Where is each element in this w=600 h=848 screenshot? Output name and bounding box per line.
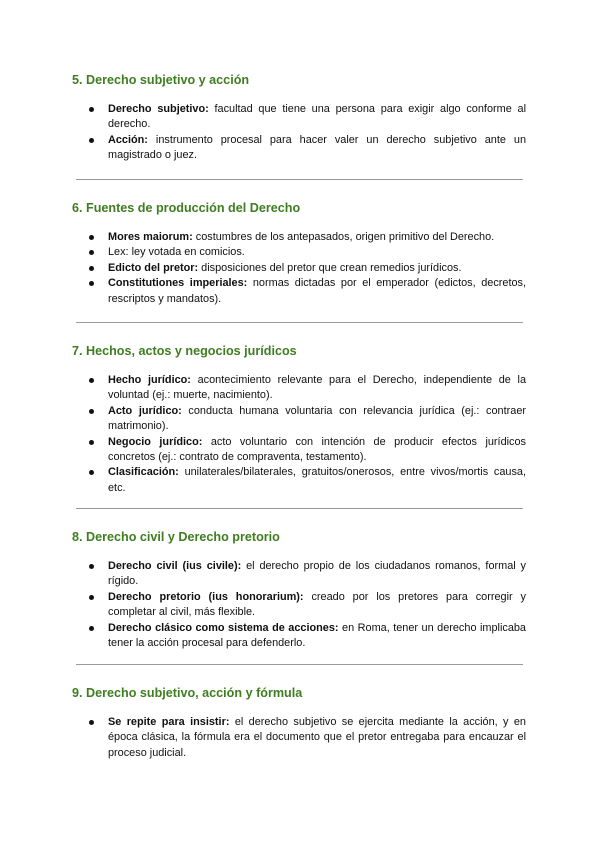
list-item xyxy=(72,276,526,307)
bullet-icon xyxy=(89,266,94,271)
item-text: el derecho subjetivo se ejercita mediante la acción, y en época clásica, la fórmula era el documento que el pretor entregaba para encauzar el proceso judicial. xyxy=(108,716,526,759)
list-item xyxy=(72,261,526,276)
bullet-icon xyxy=(89,470,94,475)
section-divider xyxy=(76,179,523,180)
item-text: conducta humana voluntaria con relevancia jurídica (ej.: contraer matrimonio). xyxy=(108,404,527,433)
item-term: Edicto del pretor: xyxy=(108,261,199,274)
item-text: disposiciones del pretor que crean remedios jurídicos. xyxy=(198,261,462,274)
item-text: normas dictadas por el emperador (edictos, decretos, rescriptos y mandatos). xyxy=(108,277,526,305)
item-text: costumbres de los antepasados, origen primitivo del Derecho. xyxy=(192,231,495,243)
item-text: acontecimiento relevante para el Derecho, independiente de la voluntad (ej.: muerte, nacimiento). xyxy=(108,374,527,402)
section-heading: 5. Derecho subjetivo y acción xyxy=(72,73,250,87)
item-text: en Roma, tener un derecho implicaba tener la acción procesal para defenderlo. xyxy=(108,621,526,650)
bullet-list xyxy=(72,373,526,496)
list-item xyxy=(72,245,526,260)
item-text: Lex: ley votada en comicios. xyxy=(108,246,245,259)
list-item xyxy=(72,230,526,245)
section-divider xyxy=(76,508,523,509)
item-term: Constitutiones imperiales: xyxy=(108,277,248,290)
section-heading: 7. Hechos, actos y negocios jurídicos xyxy=(72,344,297,358)
section-8 xyxy=(72,529,526,651)
item-text: unilaterales/bilaterales, gratuitos/onerosos, entre vivos/mortis causa, etc. xyxy=(108,466,526,494)
item-term: Derecho subjetivo: xyxy=(108,103,209,115)
bullet-icon xyxy=(89,281,94,286)
bullet-icon xyxy=(89,250,94,255)
list-item xyxy=(72,435,526,466)
section-heading: 6. Fuentes de producción del Derecho xyxy=(72,201,301,215)
section-7 xyxy=(72,343,526,496)
section-5 xyxy=(72,72,526,164)
list-item xyxy=(72,590,526,621)
bullet-icon xyxy=(89,235,94,240)
item-text: instrumento procesal para hacer valer un derecho subjetivo ante un magistrado o juez. xyxy=(108,133,526,162)
bullet-icon xyxy=(89,720,94,725)
item-term: Derecho civil (ius civile): xyxy=(108,560,242,572)
bullet-icon xyxy=(89,107,94,112)
list-item xyxy=(72,373,526,404)
section-6 xyxy=(72,200,526,307)
item-text: facultad que tiene una persona para exigir algo conforme al derecho. xyxy=(108,103,526,131)
item-term: Se repite para insistir: xyxy=(108,716,230,728)
section-9 xyxy=(72,685,526,761)
list-item xyxy=(72,621,526,652)
item-term: Clasificación: xyxy=(108,466,179,479)
section-heading: 9. Derecho subjetivo, acción y fórmula xyxy=(72,686,303,700)
bullet-icon xyxy=(89,564,94,569)
bullet-icon xyxy=(89,626,94,631)
bullet-list xyxy=(72,559,526,651)
section-divider xyxy=(76,322,523,323)
bullet-icon xyxy=(89,409,94,414)
bullet-list xyxy=(72,230,526,307)
item-text: creado por los pretores para corregir y completar al civil, más flexible. xyxy=(108,590,526,619)
item-term: Negocio jurídico: xyxy=(108,435,203,448)
bullet-icon xyxy=(89,138,94,143)
bullet-icon xyxy=(89,440,94,445)
list-item xyxy=(72,133,526,164)
section-divider xyxy=(76,664,523,665)
item-term: Derecho pretorio (ius honorarium): xyxy=(108,590,304,603)
item-term: Derecho clásico como sistema de acciones: xyxy=(108,621,339,634)
list-item xyxy=(72,559,526,590)
section-heading: 8. Derecho civil y Derecho pretorio xyxy=(72,530,280,544)
item-text: acto voluntario con intención de producir efectos jurídicos concretos (ej.: contrato de compraventa, testamento). xyxy=(108,435,526,464)
bullet-list xyxy=(72,102,526,164)
item-term: Acto jurídico: xyxy=(108,404,182,417)
bullet-list xyxy=(72,715,526,761)
list-item xyxy=(72,102,526,133)
item-term: Hecho jurídico: xyxy=(108,374,191,386)
item-text: el derecho propio de los ciudadanos romanos, formal y rígido. xyxy=(108,560,526,588)
bullet-icon xyxy=(89,378,94,383)
item-term: Mores maiorum: xyxy=(108,231,193,243)
list-item xyxy=(72,715,526,761)
list-item xyxy=(72,404,526,435)
item-term: Acción: xyxy=(108,133,148,146)
list-item xyxy=(72,465,526,496)
bullet-icon xyxy=(89,595,94,600)
